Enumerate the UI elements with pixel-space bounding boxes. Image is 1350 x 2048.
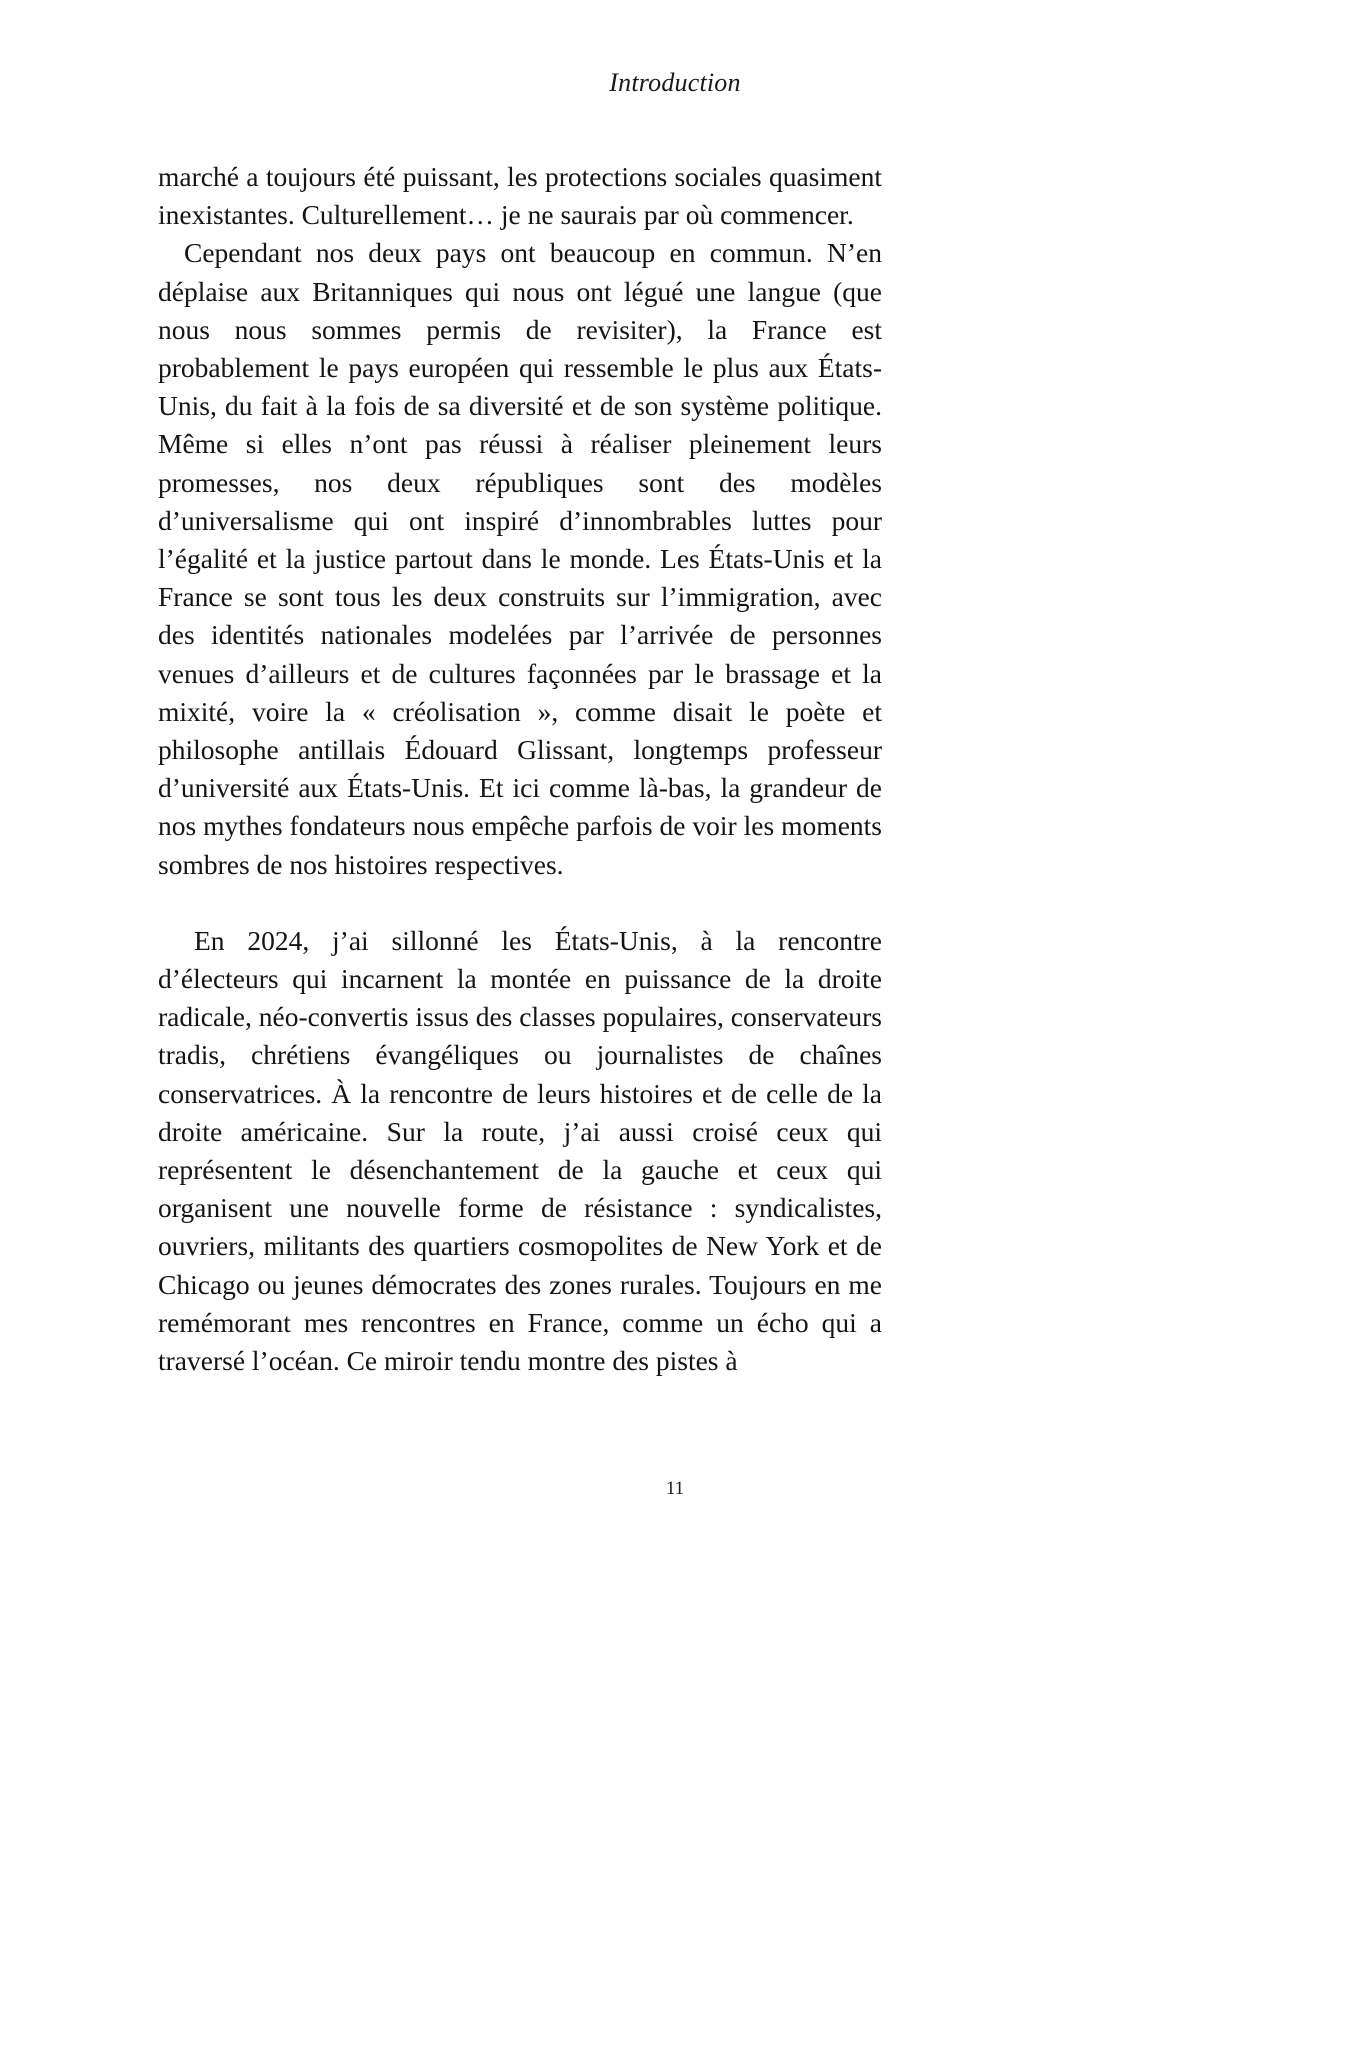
running-head: Introduction xyxy=(609,68,741,97)
paragraph-points-communs: Cependant nos deux pays ont beaucoup en commun. N’en déplaise aux Britanniques qui nous ont légué une langue (que nous nous sommes permis de revisiter), la France est probablement le pays européen qui ressemble le plus aux États-Unis, du fait à la fois de sa diversité et de son système politique. Même si elles n’ont pas réussi à réaliser pleinement leurs promesses, nos deux républiques sont des modèles d’universalisme qui ont inspiré d’innombrables luttes pour l’égalité et la justice partout dans le monde. Les États-Unis et la France se sont tous les deux construits sur l’immigration, avec des identités nationales modelées par l’arrivée de personnes venues d’ailleurs et de cultures façonnées par le brassage et la mixité, voire la « créolisation », comme disait le poète et philosophe antillais Édouard Glissant, longtemps professeur d’université aux États-Unis. Et ici comme là-bas, la grandeur de nos mythes fondateurs nous empêche parfois de voir les moments sombres de nos histoires respectives. xyxy=(158,237,882,880)
paragraph-2024: En 2024, j’ai sillonné les États-Unis, à la rencontre d’électeurs qui incarnent la montée en puissance de la droite radicale, néo-convertis issus des classes populaires, conservateurs tradis, chrétiens évangéliques ou journalistes de chaînes conservatrices. À la rencontre de leurs histoires et de celle de la droite américaine. Sur la route, j’ai aussi croisé ceux qui représentent le désenchantement de la gauche et ceux qui organisent une nouvelle forme de résistance : syndicalistes, ouvriers, militants des quartiers cosmopolites de New York et de Chicago ou jeunes démocrates des zones rurales. Toujours en me remémorant mes rencontres en France, comme un écho qui a traversé l’océan. Ce miroir tendu montre des pistes à xyxy=(158,924,882,1377)
paragraph-continuation: marché a toujours été puissant, les protections sociales quasiment inexistantes. Culturellement… je ne saurais par où commencer. xyxy=(158,161,882,231)
page-number: 11 xyxy=(665,1478,685,1499)
body-text-block xyxy=(158,158,882,1380)
